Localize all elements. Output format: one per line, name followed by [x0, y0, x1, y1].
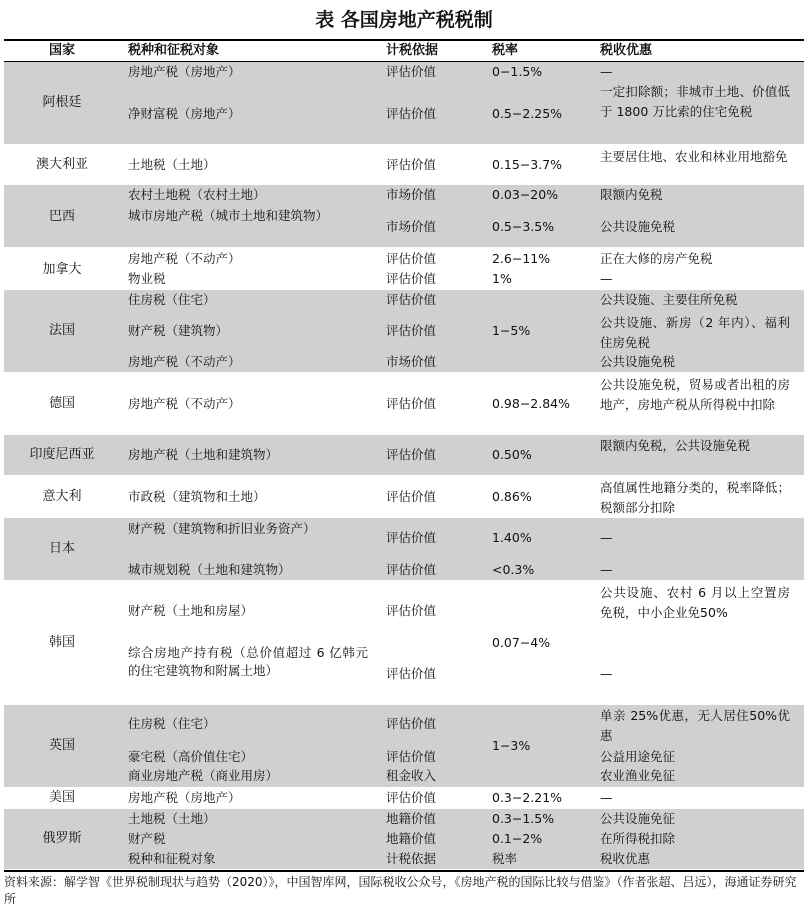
- rate-cell: 税率: [492, 851, 518, 866]
- preference-cell: 公共设施免税，贸易或者出租的房地产，房地产税从所得税中扣除: [600, 377, 790, 412]
- country-france: 法国: [48, 323, 75, 338]
- preference-cell: —: [600, 666, 613, 681]
- header-preference: 税收优惠: [600, 43, 653, 58]
- basis-cell: 评估价值: [386, 64, 437, 79]
- country-korea: 韩国: [48, 635, 75, 650]
- tax-cell: 房地产税（房地产）: [128, 790, 241, 805]
- basis-cell: 评估价值: [386, 562, 437, 577]
- rate-cell: 0.86%: [492, 489, 532, 504]
- tax-cell: 房地产税（房地产）: [128, 64, 241, 79]
- rate-cell: 0.03−20%: [492, 187, 559, 202]
- basis-cell: 评估价值: [386, 790, 437, 805]
- rate-cell: 1%: [492, 271, 512, 286]
- rate-cell: 1−5%: [492, 323, 531, 338]
- basis-cell: 评估价值: [386, 106, 437, 121]
- rate-cell: 0.5−2.25%: [492, 106, 563, 121]
- basis-cell: 评估价值: [386, 251, 437, 266]
- country-japan: 日本: [48, 541, 75, 556]
- basis-cell: 评估价值: [386, 292, 437, 307]
- country-argentina: 阿根廷: [42, 95, 82, 110]
- preference-cell: 公共设施免税: [600, 354, 676, 369]
- rate-cell: 0.5−3.5%: [492, 219, 555, 234]
- basis-cell: 地籍价值: [386, 831, 437, 846]
- basis-cell: 租金收入: [386, 768, 437, 783]
- country-australia: 澳大利亚: [35, 157, 88, 172]
- rate-cell: <0.3%: [492, 562, 535, 577]
- basis-cell: 评估价值: [386, 396, 437, 411]
- preference-cell: 单亲 25%优惠，无人居住50%优惠: [600, 708, 790, 743]
- rate-cell: 0.07−4%: [492, 635, 551, 650]
- basis-cell: 评估价值: [386, 323, 437, 338]
- preference-cell: 正在大修的房产免税: [600, 251, 713, 266]
- tax-cell: 城市房地产税（城市土地和建筑物）: [128, 208, 329, 223]
- preference-cell: 主要居住地、农业和林业用地豁免: [600, 149, 788, 164]
- preference-cell: 公共设施、农村 6 月以上空置房免税，中小企业免50%: [600, 585, 790, 620]
- basis-cell: 评估价值: [386, 716, 437, 731]
- basis-cell: 评估价值: [386, 447, 437, 462]
- country-indonesia: 印度尼西亚: [29, 447, 95, 462]
- rate-cell: 0.15−3.7%: [492, 157, 563, 172]
- table-title: 表 各国房地产税税制: [315, 9, 493, 31]
- preference-cell: 公益用途免征: [600, 749, 676, 764]
- tax-cell: 房地产税（土地和建筑物）: [128, 447, 279, 462]
- tax-cell: 住房税（住宅）: [128, 292, 216, 307]
- preference-cell: 税收优惠: [600, 851, 651, 866]
- country-uk: 英国: [48, 738, 75, 753]
- basis-cell: 计税依据: [386, 851, 437, 866]
- tax-cell: 净财富税（房地产）: [128, 106, 241, 121]
- preference-cell: 高值属性地籍分类的，税率降低；税额部分扣除: [600, 480, 790, 515]
- rate-cell: 0.3−2.21%: [492, 790, 563, 805]
- preference-cell: —: [600, 271, 613, 286]
- country-italy: 意大利: [42, 489, 82, 504]
- tax-cell: 城市规划税（土地和建筑物）: [128, 562, 291, 577]
- basis-cell: 评估价值: [386, 666, 437, 681]
- preference-cell: —: [600, 530, 613, 545]
- tax-cell: 房地产税（不动产）: [128, 354, 241, 369]
- basis-cell: 评估价值: [386, 157, 437, 172]
- preference-cell: —: [600, 64, 613, 79]
- tax-cell: 财产税: [128, 831, 166, 846]
- header-rate: 税率: [492, 43, 519, 58]
- tax-cell: 土地税（土地）: [128, 811, 216, 826]
- rate-cell: 0.3−1.5%: [492, 811, 555, 826]
- rate-cell: 0.50%: [492, 447, 532, 462]
- tax-cell: 农村土地税（农村土地）: [128, 187, 266, 202]
- header-basis: 计税依据: [386, 43, 439, 58]
- tax-cell: 房地产税（不动产）: [128, 396, 241, 411]
- preference-cell: 限额内免税: [600, 187, 663, 202]
- preference-cell: 公共设施、新房（2 年内）、福利住房免税: [600, 315, 790, 350]
- header-country: 国家: [48, 43, 75, 58]
- tax-cell: 商业房地产税（商业用房）: [128, 768, 279, 783]
- rate-cell: 1−3%: [492, 738, 531, 753]
- preference-cell: 农业渔业免征: [600, 768, 676, 783]
- tax-cell: 房地产税（不动产）: [128, 251, 241, 266]
- row-separator: [4, 476, 804, 477]
- basis-cell: 市场价值: [386, 219, 437, 234]
- rate-cell: 1.40%: [492, 530, 532, 545]
- row-separator: [4, 373, 804, 374]
- basis-cell: 评估价值: [386, 530, 437, 545]
- tax-cell: 豪宅税（高价值住宅）: [128, 749, 254, 764]
- basis-cell: 地籍价值: [386, 811, 437, 826]
- tax-cell: 土地税（土地）: [128, 157, 216, 172]
- tax-cell: 税种和征税对象: [128, 851, 216, 866]
- row-separator: [4, 581, 804, 582]
- basis-cell: 评估价值: [386, 489, 437, 504]
- row-separator: [4, 788, 804, 789]
- country-canada: 加拿大: [42, 262, 82, 277]
- preference-cell: —: [600, 790, 613, 805]
- tax-cell: 住房税（住宅）: [128, 716, 216, 731]
- source-note: 资料来源：解学智《世界税制现状与趋势（2020）》，中国智库网，国际税收公众号，《房地产税的国际比较与借鉴》（作者张超、吕远），海通证券研究所: [4, 875, 797, 906]
- tax-cell: 市政税（建筑物和土地）: [128, 489, 266, 504]
- rate-cell: 2.6−11%: [492, 251, 551, 266]
- preference-cell: 公共设施免税: [600, 219, 676, 234]
- row-separator: [4, 248, 804, 249]
- row-separator: [4, 145, 804, 146]
- tax-cell: 财产税（建筑物）: [128, 323, 229, 338]
- country-russia: 俄罗斯: [42, 831, 82, 846]
- basis-cell: 市场价值: [386, 354, 437, 369]
- tax-cell: 综合房地产持有税（总价值超过 6 亿韩元的住宅建筑物和附属土地）: [128, 645, 368, 678]
- basis-cell: 评估价值: [386, 749, 437, 764]
- rate-cell: 0−1.5%: [492, 64, 543, 79]
- header-tax: 税种和征税对象: [128, 43, 220, 58]
- basis-cell: 市场价值: [386, 187, 437, 202]
- preference-cell: —: [600, 562, 613, 577]
- preference-cell: 限额内免税，公共设施免税: [600, 438, 751, 453]
- basis-cell: 评估价值: [386, 603, 437, 618]
- preference-cell: 公共设施免征: [600, 811, 676, 826]
- country-brazil: 巴西: [48, 209, 75, 224]
- tax-cell: 财产税（建筑物和折旧业务资产）: [128, 521, 316, 536]
- preference-cell: 在所得税扣除: [600, 831, 676, 846]
- preference-cell: 公共设施、主要住所免税: [600, 292, 738, 307]
- basis-cell: 评估价值: [386, 271, 437, 286]
- rate-cell: 0.98−2.84%: [492, 396, 571, 411]
- tax-cell: 财产税（土地和房屋）: [128, 603, 254, 618]
- tax-cell: 物业税: [128, 271, 166, 286]
- rate-cell: 0.1−2%: [492, 831, 543, 846]
- preference-cell: 一定扣除额；非城市土地、价值低于 1800 万比索的住宅免税: [600, 84, 790, 119]
- table-bottom-rule: [4, 870, 804, 872]
- country-usa: 美国: [48, 790, 75, 805]
- country-germany: 德国: [48, 396, 75, 411]
